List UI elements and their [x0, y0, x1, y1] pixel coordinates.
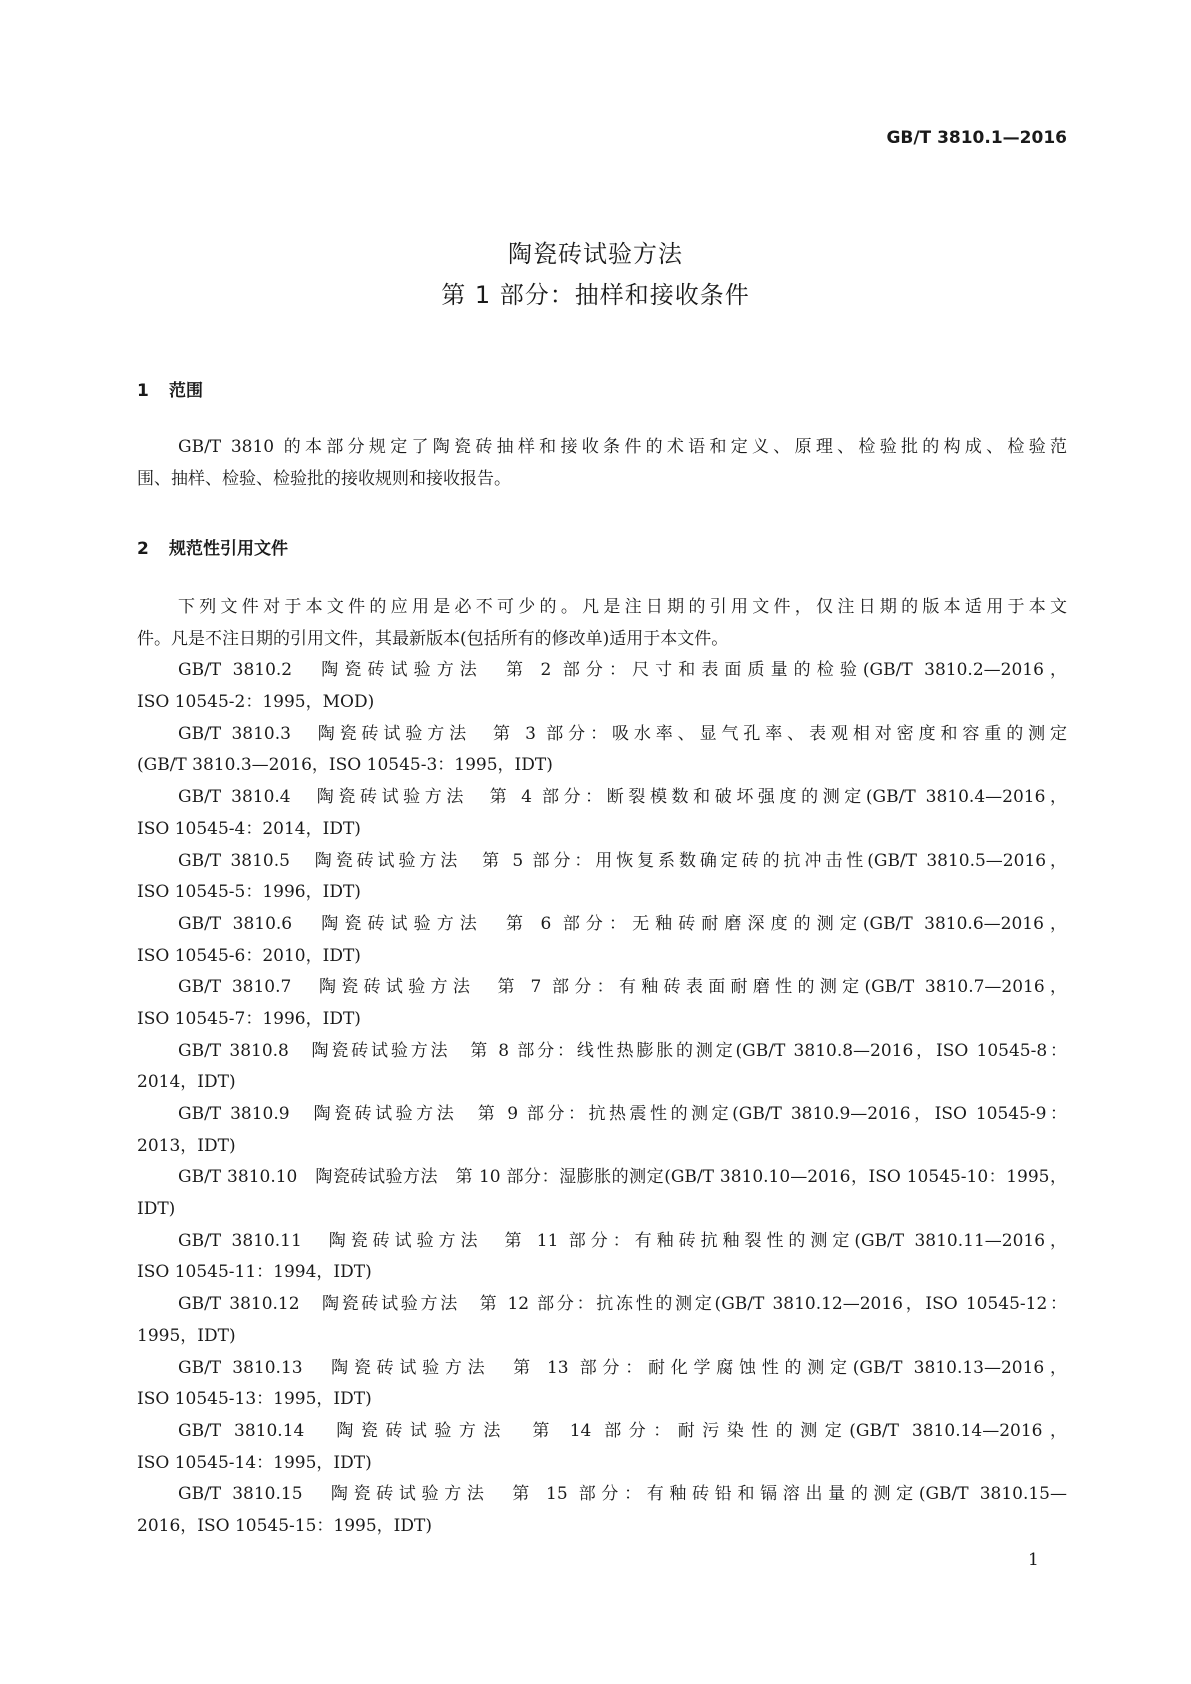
paragraph-line: GB/T 3810 的本部分规定了陶瓷砖抽样和接收条件的术语和定义、原理、检验批的构成、检验范	[178, 437, 1067, 457]
reference-entry-continuation: 1995，IDT)	[137, 1325, 236, 1346]
reference-entry-continuation: ISO 10545-11：1994，IDT)	[137, 1262, 372, 1283]
reference-entry-continuation: ISO 10545-2：1995，MOD)	[137, 692, 375, 713]
reference-entry-continuation: ISO 10545-4：2014，IDT)	[137, 818, 361, 839]
normative-references	[137, 592, 1067, 1543]
reference-entry: GB/T 3810.12 陶瓷砖试验方法 第 12 部分：抗冻性的测定(GB/T 3810.12—2016，ISO 10545-12：	[178, 1294, 1067, 1315]
reference-entry: GB/T 3810.10 陶瓷砖试验方法 第 10 部分：湿膨胀的测定(GB/T 3810.10—2016，ISO 10545-10：1995，	[178, 1167, 1067, 1188]
paragraph-line: 围、抽样、检验、检验批的接收规则和接收报告。	[137, 468, 511, 489]
reference-entry: GB/T 3810.13 陶瓷砖试验方法 第 13 部分：耐化学腐蚀性的测定(GB/T 3810.13—2016，	[178, 1357, 1067, 1378]
reference-entry-continuation: 2014，IDT)	[137, 1072, 236, 1093]
reference-entry-continuation: IDT)	[137, 1199, 176, 1220]
section-title: 范围	[169, 381, 203, 401]
reference-entry-continuation: 2013，IDT)	[137, 1135, 236, 1156]
reference-entry: GB/T 3810.11 陶瓷砖试验方法 第 11 部分：有釉砖抗釉裂性的测定(GB/T 3810.11—2016，	[178, 1230, 1067, 1251]
reference-entry-continuation: ISO 10545-14：1995，IDT)	[137, 1452, 372, 1473]
reference-entry-continuation: ISO 10545-7：1996，IDT)	[137, 1008, 361, 1029]
section-number: 1	[137, 381, 149, 401]
scope-paragraph	[137, 432, 1067, 495]
reference-entry-continuation: ISO 10545-5：1996，IDT)	[137, 882, 361, 903]
document-subtitle: 第 1 部分：抽样和接收条件	[441, 281, 750, 309]
reference-entry: GB/T 3810.6 陶瓷砖试验方法 第 6 部分：无釉砖耐磨深度的测定(GB/T 3810.6—2016，	[178, 913, 1067, 934]
reference-entry: GB/T 3810.7 陶瓷砖试验方法 第 7 部分：有釉砖表面耐磨性的测定(GB/T 3810.7—2016，	[178, 977, 1067, 998]
section-heading-scope	[137, 376, 203, 401]
reference-entry-continuation: ISO 10545-6：2010，IDT)	[137, 945, 361, 966]
paragraph-line: 件。凡是不注日期的引用文件，其最新版本(包括所有的修改单)适用于本文件。	[137, 628, 729, 649]
reference-entry: GB/T 3810.8 陶瓷砖试验方法 第 8 部分：线性热膨胀的测定(GB/T 3810.8—2016，ISO 10545-8：	[178, 1040, 1067, 1061]
standard-code-header: GB/T 3810.1—2016	[886, 128, 1067, 148]
reference-entry-continuation: ISO 10545-13：1995，IDT)	[137, 1389, 372, 1410]
document-title: 陶瓷砖试验方法	[508, 240, 683, 268]
section-title: 规范性引用文件	[169, 539, 288, 559]
reference-entry: GB/T 3810.2 陶瓷砖试验方法 第 2 部分：尺寸和表面质量的检验(GB/T 3810.2—2016，	[178, 660, 1067, 681]
reference-entry: GB/T 3810.9 陶瓷砖试验方法 第 9 部分：抗热震性的测定(GB/T 3810.9—2016，ISO 10545-9：	[178, 1104, 1067, 1124]
reference-entry: GB/T 3810.4 陶瓷砖试验方法 第 4 部分：断裂模数和破坏强度的测定(GB/T 3810.4—2016，	[178, 787, 1067, 808]
paragraph-line: 下列文件对于本文件的应用是必不可少的。凡是注日期的引用文件，仅注日期的版本适用于本文	[178, 597, 1067, 617]
page-number: 1	[1028, 1550, 1039, 1570]
section-heading-normative-references	[137, 534, 288, 559]
reference-entry: GB/T 3810.3 陶瓷砖试验方法 第 3 部分：吸水率、显气孔率、表观相对密度和容重的测定	[178, 723, 1067, 744]
section-number: 2	[137, 539, 149, 559]
reference-entry-continuation: 2016，ISO 10545-15：1995，IDT)	[137, 1515, 433, 1536]
reference-entry: GB/T 3810.5 陶瓷砖试验方法 第 5 部分：用恢复系数确定砖的抗冲击性(GB/T 3810.5—2016，	[178, 850, 1067, 871]
reference-entry-continuation: (GB/T 3810.3—2016，ISO 10545-3：1995，IDT)	[137, 755, 553, 776]
reference-entry: GB/T 3810.14 陶瓷砖试验方法 第 14 部分：耐污染性的测定(GB/T 3810.14—2016，	[178, 1420, 1067, 1441]
reference-entry: GB/T 3810.15 陶瓷砖试验方法 第 15 部分：有釉砖铅和镉溶出量的测定(GB/T 3810.15—	[178, 1484, 1067, 1505]
